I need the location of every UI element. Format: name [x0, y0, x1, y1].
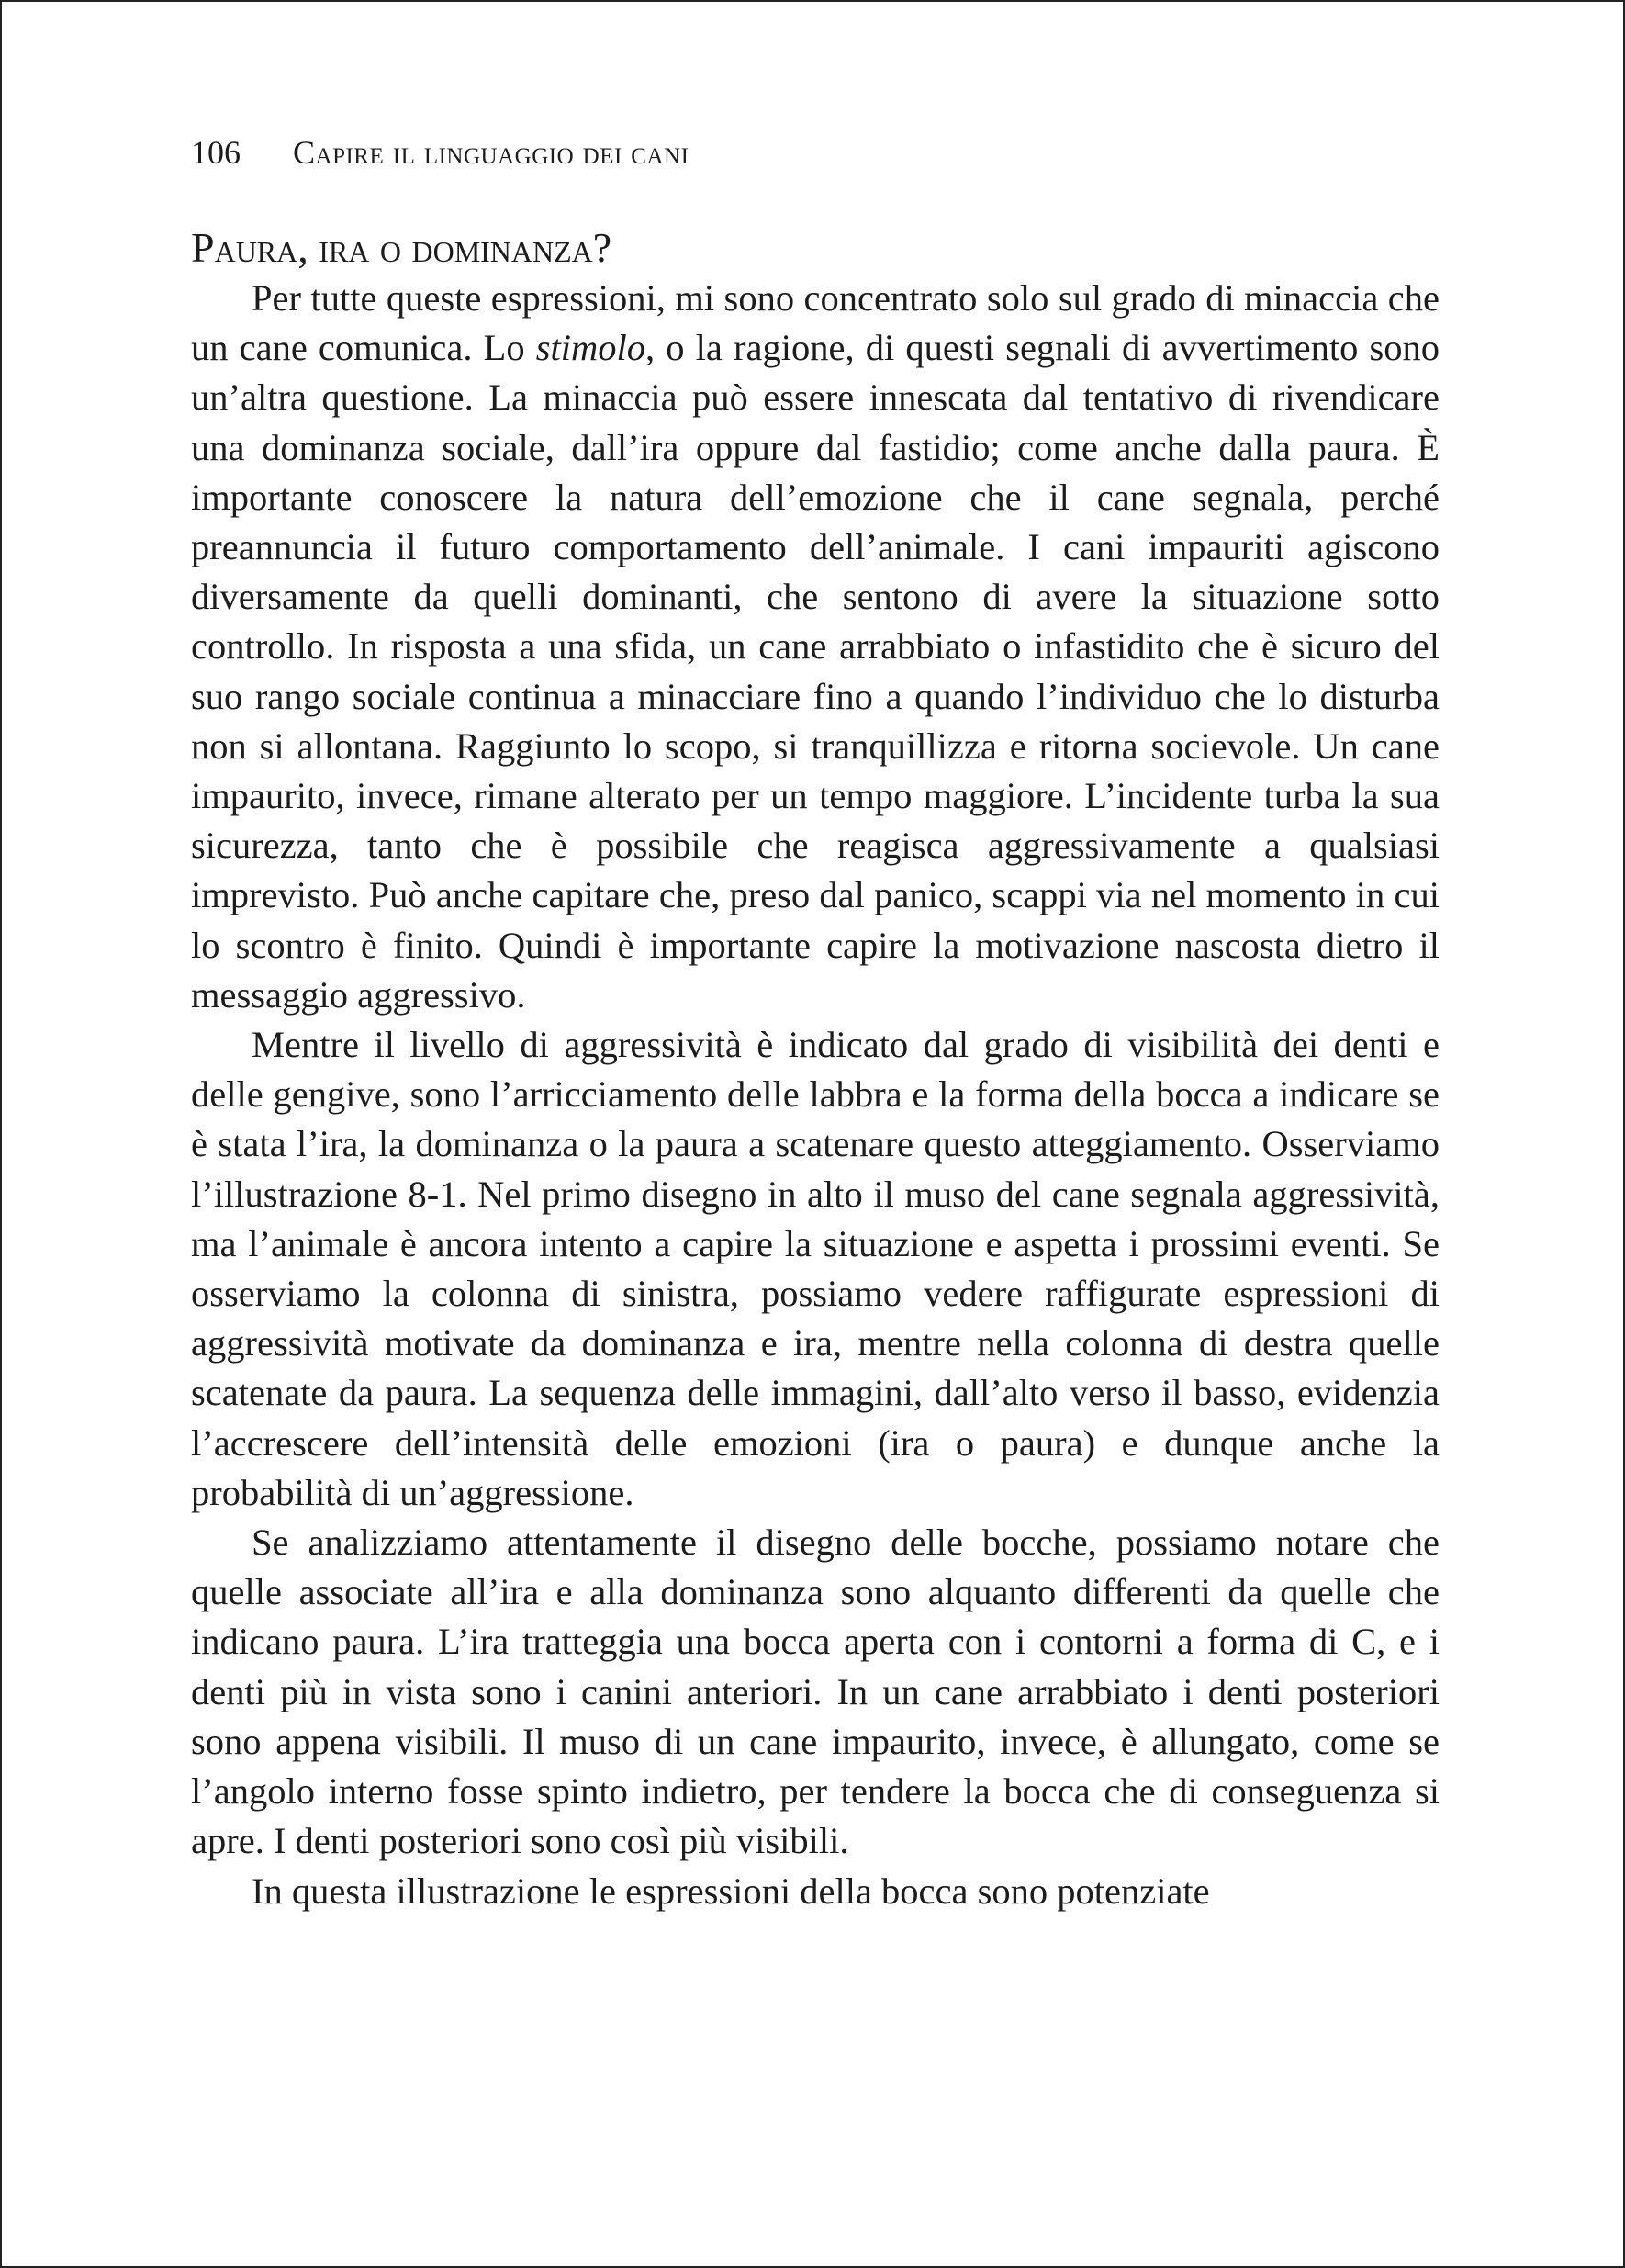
- paragraph-1-part2: , o la ragione, di questi segnali di avvertimento sono un’altra questione. La minaccia può essere innescata dal tentativo di rivendicare una dominanza sociale, dall’ira oppure dal fastidio; come anche dalla paura. È importante conoscere la natura dell’emozione che il cane segnala, perché preannuncia il futuro comportamento dell’animale. I cani impauriti agiscono diversamente da quelli dominanti, che sentono di avere la situazione sotto controllo. In risposta a una sfida, un cane arrabbiato o infastidito che è sicuro del suo rango sociale continua a minacciare fino a quando l’individuo che lo disturba non si allontana. Raggiunto lo scopo, si tranquillizza e ritorna socievole. Un cane impaurito, invece, rimane alterato per un tempo maggiore. L’incidente turba la sua sicurezza, tanto che è possibile che reagisca aggressivamente a qualsiasi imprevisto. Può anche capitare che, preso dal panico, scappi via nel momento in cui lo scontro è finito. Quindi è importante capire la motivazione nascosta dietro il messaggio aggressivo.: [191, 327, 1440, 1016]
- paragraph-3: Se analizziamo attentamente il disegno delle bocche, possiamo notare che quelle associate all’ira e alla dominanza sono alquanto differenti da quelle che indicano paura. L’ira tratteggia una bocca aperta con i contorni a forma di C, e i denti più in vista sono i canini anteriori. In un cane arrabbiato i denti posteriori sono appena visibili. Il muso di un cane impaurito, invece, è allungato, come se l’angolo interno fosse spinto indietro, per tendere la bocca che di conseguenza si apre. I denti posteriori sono così più visibili.: [191, 1521, 1440, 1862]
- book-title: Capire il linguaggio dei cani: [293, 134, 689, 171]
- section-title: Paura, ira o dominanza?: [191, 224, 612, 271]
- paragraph-1-part1: Per tutte queste espressioni, mi sono concentrato solo sul grado di minaccia che un cane comunica. Lo: [191, 277, 1440, 369]
- paragraph-2: Mentre il livello di aggressività è indicato dal grado di visibilità dei denti e delle gengive, sono l’arricciamento delle labbra e la forma della bocca a indicare se è stata l’ira, la dominanza o la paura a scatenare questo atteggiamento. Osserviamo l’illustrazione 8-1. Nel primo disegno in alto il muso del cane segnala aggressività, ma l’animale è ancora intento a capire la situazione e aspetta i prossimi eventi. Se osserviamo la colonna di sinistra, possiamo vedere raffigurate espressioni di aggressività motivate da dominanza e ira, mentre nella colonna di destra quelle scatenate da paura. La sequenza delle immagini, dall’alto verso il basso, evidenzia l’accrescere dell’intensità delle emozioni (ira o paura) e dunque anche la probabilità di un’aggressione.: [191, 1024, 1440, 1513]
- running-head: [191, 130, 689, 174]
- paragraph-4: In questa illustrazione le espressioni della bocca sono potenziate: [252, 1869, 1210, 1912]
- emphasis-stimolo: stimolo: [535, 327, 646, 369]
- paragraph-1: [191, 274, 1440, 1020]
- body-text: [191, 274, 1440, 1916]
- page-number: 106: [191, 134, 241, 171]
